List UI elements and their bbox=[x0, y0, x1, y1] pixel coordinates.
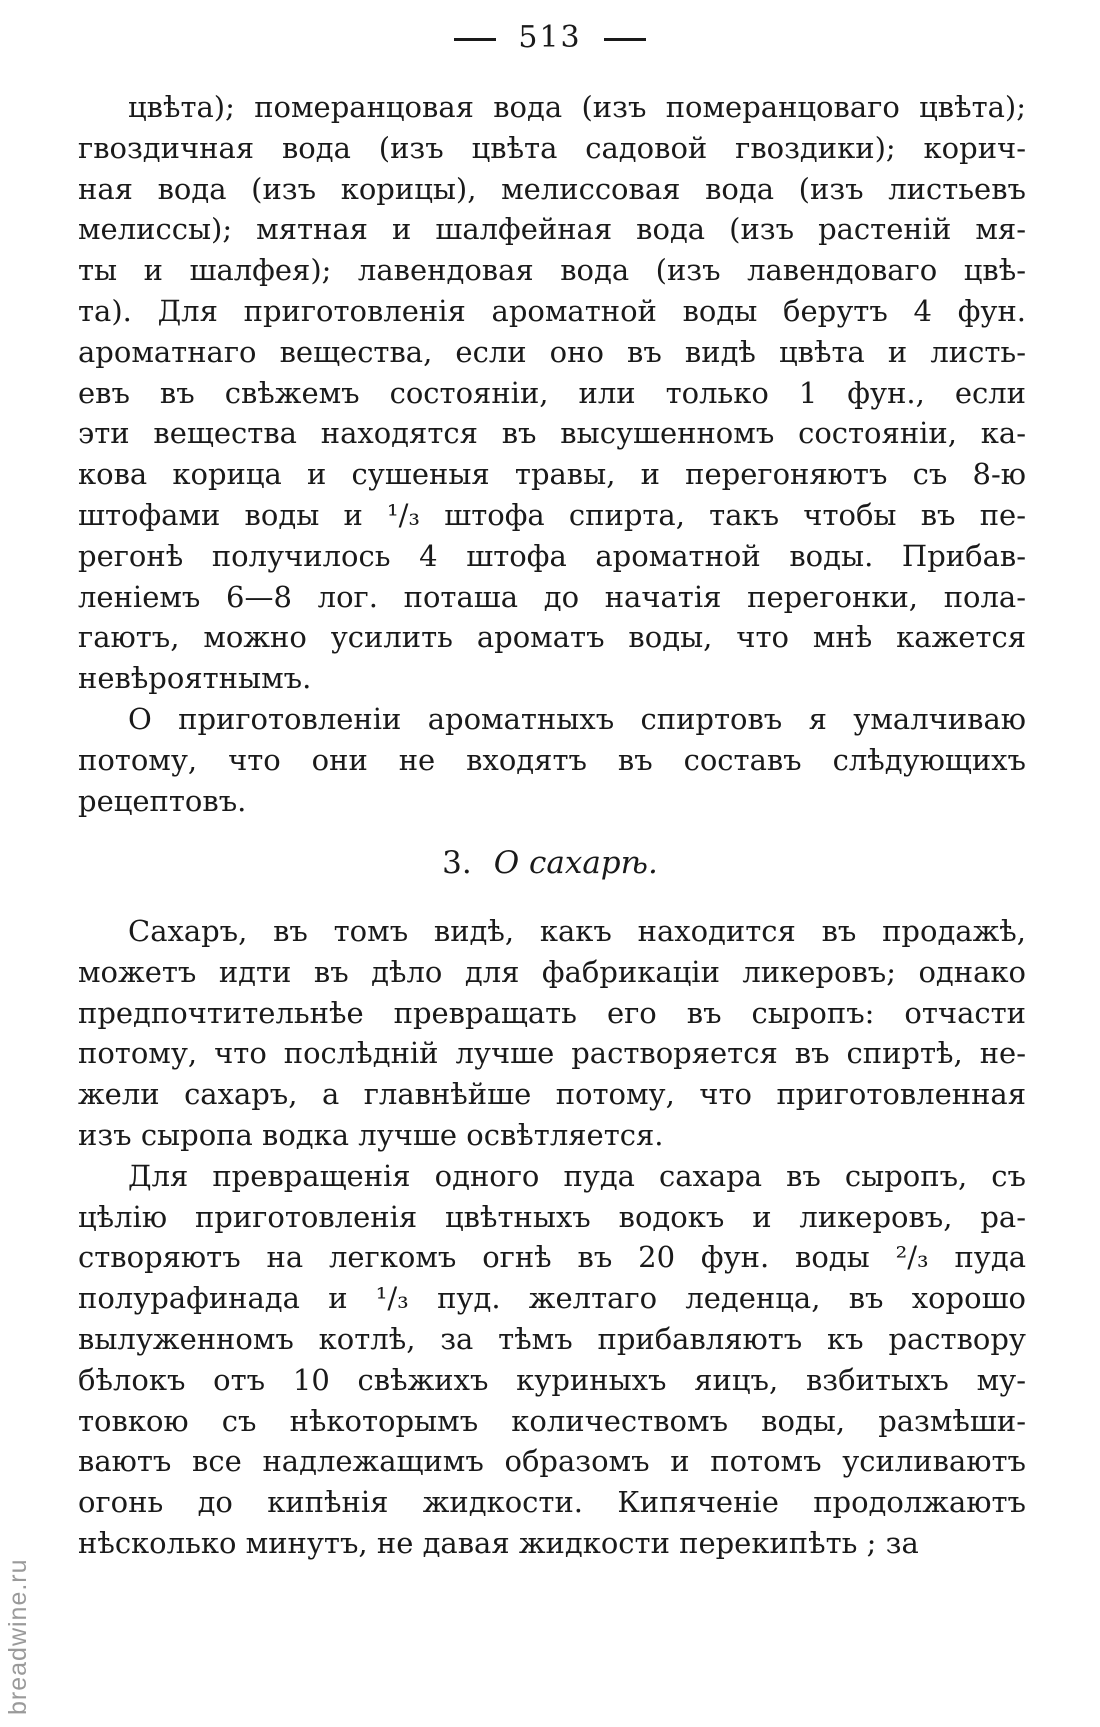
top-text-block bbox=[78, 87, 1026, 821]
left-dash bbox=[454, 38, 496, 41]
text-line: ароматнаго вещества, если оно въ видѣ цвѣта и листь- bbox=[78, 334, 1026, 369]
text-line: кова корица и сушеныя травы, и перегоняютъ съ 8-ю bbox=[78, 457, 1026, 492]
page-number: 513 bbox=[518, 20, 582, 55]
paragraph-sugar-intro bbox=[78, 911, 1026, 1156]
text-line: регонѣ получилось 4 штофа ароматной воды. Прибав- bbox=[78, 538, 1026, 573]
text-line: нѣсколько минутъ, не давая жидкости перекипѣть ; за bbox=[78, 1525, 919, 1560]
text-line: потому, что они не входятъ въ составъ слѣдующихъ bbox=[78, 742, 1026, 777]
text-line: гвоздичная вода (изъ цвѣта садовой гвоздики); корич- bbox=[78, 130, 1026, 165]
text-line: мелиссы); мятная и шалфейная вода (изъ растенiй мя- bbox=[78, 212, 1026, 247]
text-line: ты и шалфея); лавендовая вода (изъ лавендоваго цвѣ- bbox=[78, 253, 1026, 288]
text-line: гаютъ, можно усилить ароматъ воды, что мнѣ кажется bbox=[78, 620, 1026, 655]
text-line: цѣлiю приготовленiя цвѣтныхъ водокъ и ликеровъ, ра- bbox=[78, 1199, 1026, 1234]
text-line: Сахаръ, въ томъ видѣ, какъ находится въ продажѣ, bbox=[128, 914, 1026, 948]
bottom-text-block bbox=[78, 911, 1026, 1564]
text-line: створяютъ на легкомъ огнѣ въ 20 фун. воды ²/₃ пуда bbox=[78, 1240, 1026, 1275]
section-title: О сахарѣ. bbox=[493, 845, 658, 881]
text-line: огонь до кипѣнiя жидкости. Кипяченiе продолжаютъ bbox=[78, 1485, 1026, 1520]
text-line: ная вода (изъ корицы), мелиссовая вода (изъ листьевъ bbox=[78, 171, 1026, 206]
text-line: вылуженномъ котлѣ, за тѣмъ прибавляютъ къ раствору bbox=[78, 1321, 1026, 1356]
text-line: бѣлокъ отъ 10 свѣжихъ куриныхъ яицъ, взбитыхъ му- bbox=[78, 1362, 1026, 1397]
text-line: жели сахаръ, а главнѣйше потому, что приготовленная bbox=[78, 1077, 1026, 1112]
paragraph-syrup-preparation bbox=[78, 1156, 1026, 1564]
text-line: штофами воды и ¹/₃ штофа спирта, такъ чтобы въ пе- bbox=[78, 497, 1026, 532]
paragraph-aromatic-waters bbox=[78, 87, 1026, 699]
page-header bbox=[0, 20, 1100, 55]
text-line: можетъ идти въ дѣло для фабрикацiи ликеровъ; однако bbox=[78, 954, 1026, 989]
text-line: ленiемъ 6—8 лог. поташа до начатiя перегонки, пола- bbox=[78, 579, 1026, 614]
text-line: изъ сыропа водка лучше освѣтляется. bbox=[78, 1117, 664, 1152]
text-line: невѣроятнымъ. bbox=[78, 661, 312, 696]
right-dash bbox=[604, 38, 646, 41]
text-line: евъ въ свѣжемъ состоянiи, или только 1 фун., если bbox=[78, 375, 1026, 410]
text-line: ваютъ все надлежащимъ образомъ и потомъ усиливаютъ bbox=[78, 1444, 1026, 1479]
text-line: цвѣта); померанцовая вода (изъ померанцоваго цвѣта); bbox=[128, 90, 1026, 124]
text-line: эти вещества находятся въ высушенномъ состоянiи, ка- bbox=[78, 416, 1026, 451]
section-heading bbox=[0, 838, 1100, 888]
section-number: 3. bbox=[442, 845, 472, 881]
watermark: breadwine.ru bbox=[4, 1558, 32, 1715]
paragraph-aromatic-spirits bbox=[78, 699, 1026, 821]
text-line: О приготовленiи ароматныхъ спиртовъ я умалчиваю bbox=[128, 701, 1026, 736]
text-line: та). Для приготовленiя ароматной воды берутъ 4 фун. bbox=[78, 293, 1026, 328]
text-line: товкою съ нѣкоторымъ количествомъ воды, размѣши- bbox=[78, 1403, 1026, 1438]
text-line: Для превращенiя одного пуда сахара въ сыропъ, съ bbox=[128, 1158, 1026, 1193]
text-line: потому, что послѣднiй лучше растворяется въ спиртѣ, не- bbox=[78, 1036, 1026, 1071]
text-line: предпочтительнѣе превращать его въ сыропъ: отчасти bbox=[78, 995, 1026, 1030]
text-line: полурафинада и ¹/₃ пуд. желтаго леденца, въ хорошо bbox=[78, 1281, 1026, 1316]
text-line: рецептовъ. bbox=[78, 783, 247, 818]
